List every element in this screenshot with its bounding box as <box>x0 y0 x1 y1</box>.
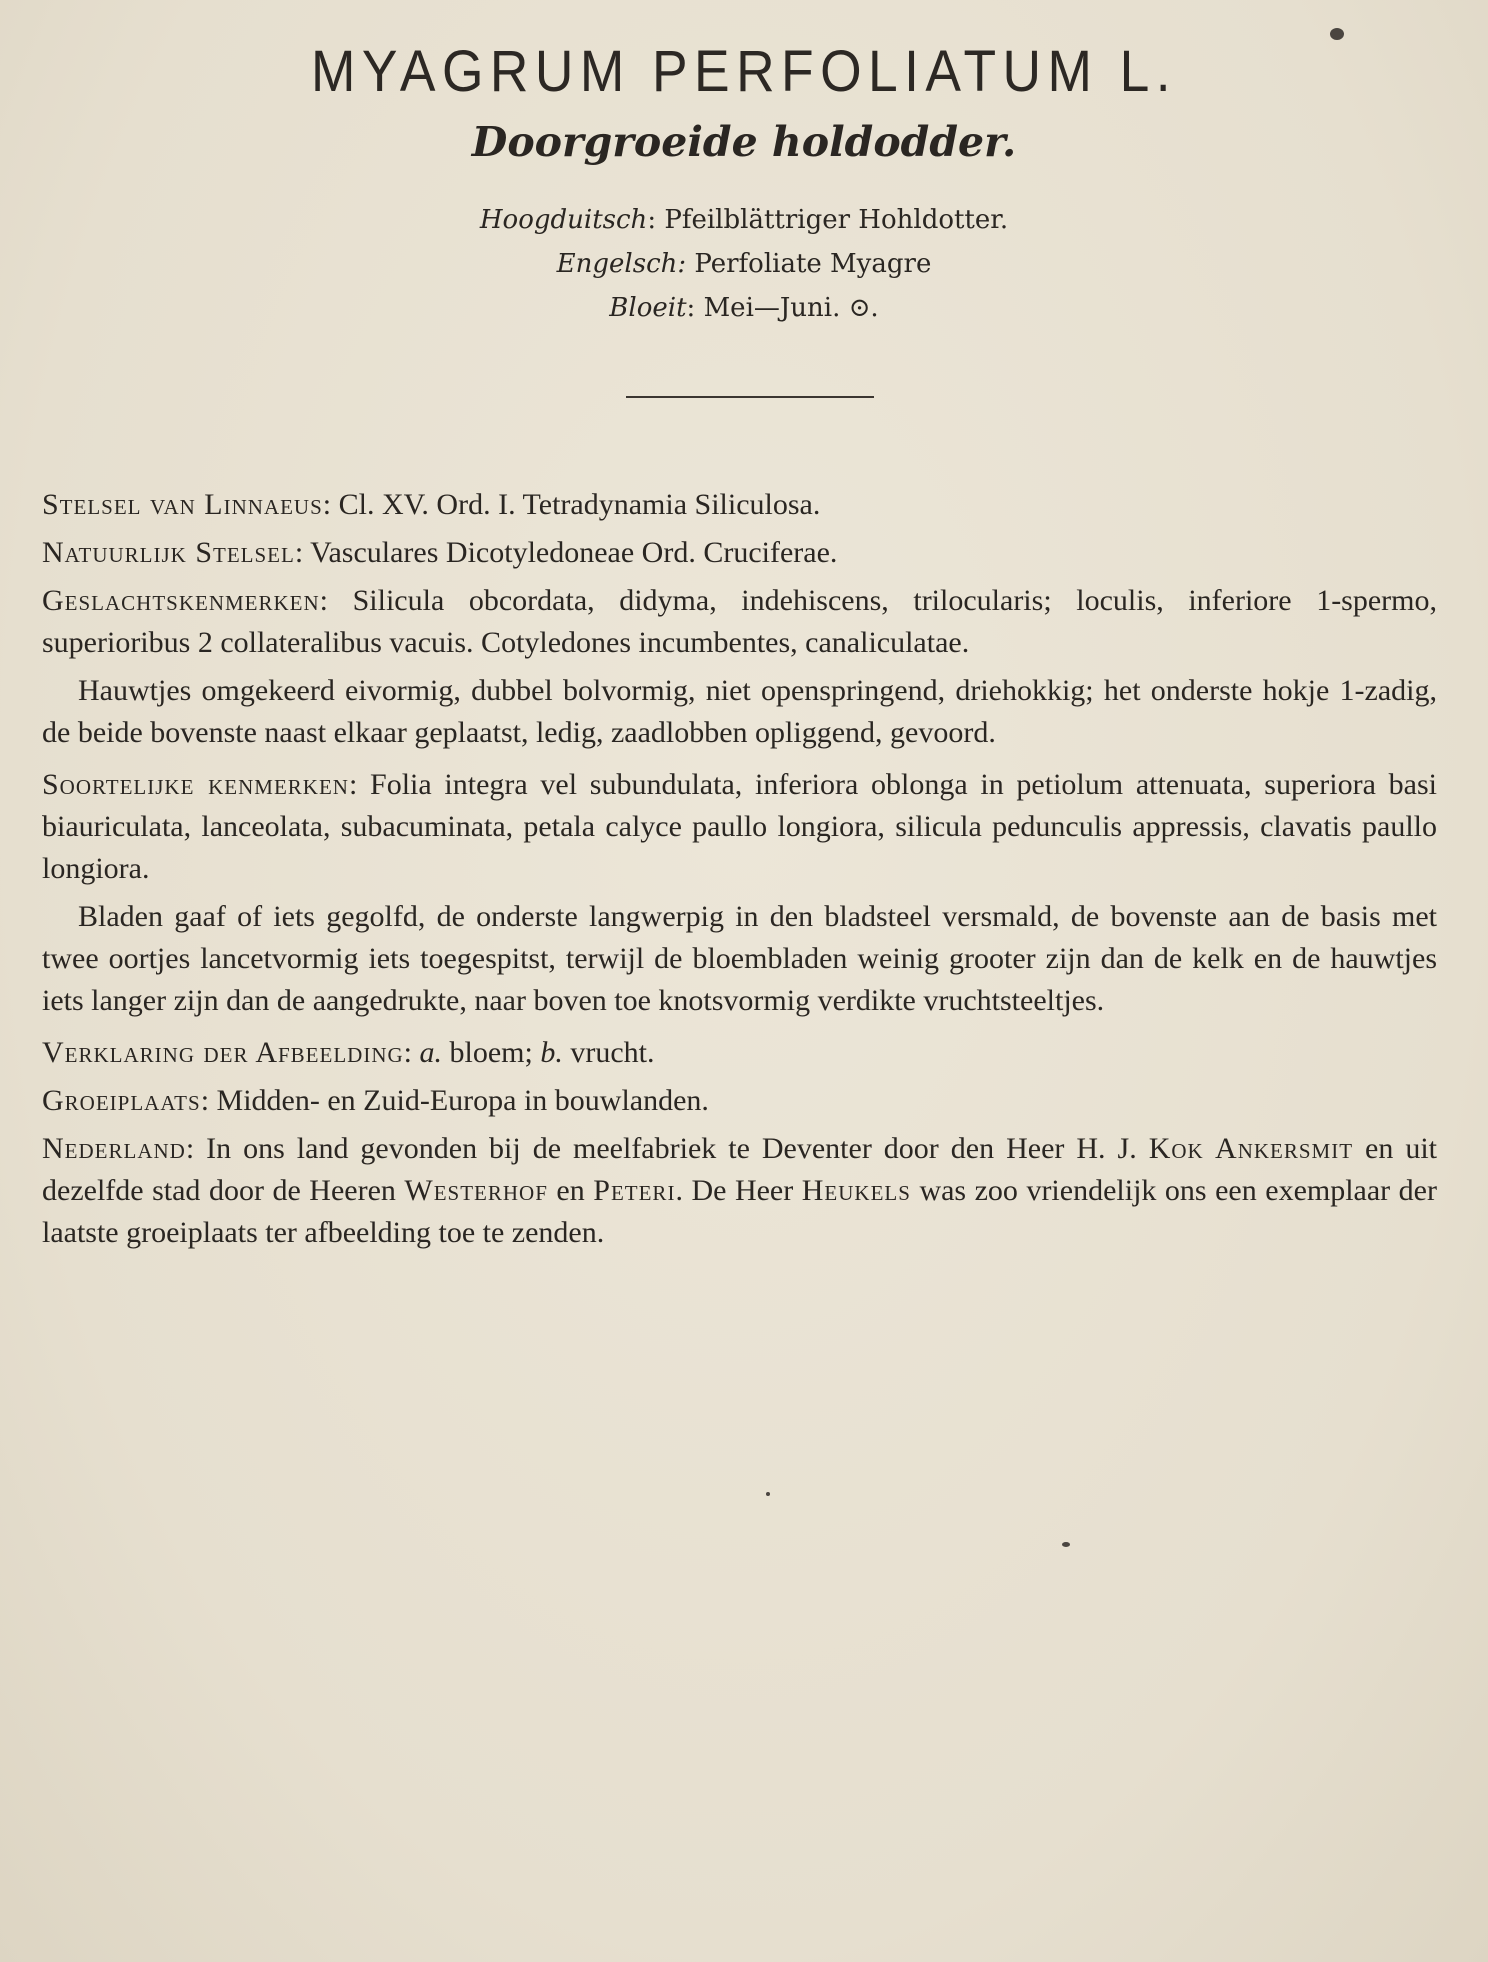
section-text: In ons land gevonden bij de meelfabriek te Deventer door den Heer H. J. <box>206 1132 1137 1165</box>
section-text: . De Heer <box>675 1174 794 1207</box>
section-label: Groeiplaats <box>42 1084 201 1117</box>
section-text: en uit dezelfde stad door de Heeren <box>42 1132 1438 1207</box>
description-body <box>42 484 1437 1260</box>
ink-speck <box>1330 28 1344 40</box>
name-german: Hoogduitsch: Pfeilblättriger Hohldotter. <box>479 205 1009 235</box>
name-english <box>0 242 1488 286</box>
section-label: Stelsel van Linnaeus <box>42 488 323 521</box>
section-label: Nederland <box>42 1132 186 1165</box>
figure-text-a: bloem; <box>449 1036 533 1069</box>
section-habitat: Groeiplaats: Midden- en Zuid-Europa in bouwlanden. <box>42 1084 709 1117</box>
name-flowering: Bloeit: Mei—Juni. ⊙. <box>609 293 879 323</box>
section-genus-dutch: Hauwtjes omgekeerd eivormig, dubbel bolvormig, niet openspringend, driehokkig; het onderste hokje 1-zadig, de beide bovenste naast elkaar geplaatst, ledig, zaadlobben opliggend, gevoord. <box>42 674 1437 749</box>
section-text: Midden- en Zuid-Europa in bouwlanden. <box>216 1084 709 1117</box>
section-label: Geslachtskenmerken <box>42 584 320 617</box>
name-label: Engelsch: <box>556 249 687 279</box>
section-text: en <box>556 1174 585 1207</box>
section-text: Vasculares Dicotyledoneae Ord. Cruciferae. <box>310 536 838 569</box>
figure-text-b: vrucht. <box>570 1036 655 1069</box>
section-netherlands: Nederland: In ons land gevonden bij de meelfabriek te Deventer door den Heer H. J. Kok Ankersmit en uit dezelfde stad door de Heeren Westerhof en Peteri. De Heer Heukels was zoo vriendelijk ons een exemplaar der laatste groeiplaats ter afbeelding toe te zenden. <box>42 1132 1438 1249</box>
person-name: Kok Ankersmit <box>1148 1132 1354 1165</box>
section-text: was zoo vriendelijk ons een exemplaar der laatste groeiplaats ter afbeelding toe te zenden. <box>42 1174 1437 1249</box>
section-species-dutch: Bladen gaaf of iets gegolfd, de onderste langwerpig in den bladsteel versmald, de bovenste aan de basis met twee oortjes lancetvormig iets toegespitst, terwijl de bloembladen weinig grooter zijn dan de kelk en de hauwtjes iets langer zijn dan de aangedrukte, naar boven toe knotsvormig verdikte vruchtsteeltjes. <box>42 900 1437 1017</box>
ink-speck <box>1062 1542 1070 1547</box>
section-genus-latin: Geslachtskenmerken: Silicula obcordata, didyma, indehiscens, trilocularis; loculis, inferiore 1-spermo, superioribus 2 collateralibus vacuis. Cotyledones incumbentes, canaliculatae. <box>42 584 1437 659</box>
name-value: Mei—Juni. ⊙. <box>703 293 879 323</box>
section-text: Folia integra vel subundulata, inferiora oblonga in petiolum attenuata, superiora basi biauriculata, lanceolata, subacuminata, petala calyce paullo longiora, silicula pedunculis appressis, clavatis paullo longiora. <box>42 768 1437 885</box>
horizontal-rule <box>626 396 874 398</box>
section-label: Natuurlijk Stelsel <box>42 536 295 569</box>
section-natural-system: Natuurlijk Stelsel: Vasculares Dicotyledoneae Ord. Cruciferae. <box>42 536 838 569</box>
name-value: Pfeilblättriger Hohldotter. <box>664 205 1009 235</box>
dutch-common-name: Doorgroeide holdodder. <box>471 118 1017 166</box>
name-value: Perfoliate Myagre <box>694 249 932 279</box>
section-label: Soortelijke kenmerken <box>42 768 349 801</box>
name-label: Bloeit <box>609 293 687 323</box>
page-title: MYAGRUM PERFOLIATUM L. <box>310 39 1178 104</box>
section-figure: Verklaring der Afbeelding: a. bloem; b. vrucht. <box>42 1036 655 1069</box>
figure-key-b: b. <box>540 1036 563 1069</box>
section-species-latin: Soortelijke kenmerken: Folia integra vel subundulata, inferiora oblonga in petiolum attenuata, superiora basi biauriculata, lanceolata, subacuminata, petala calyce paullo longiora, silicula pedunculis appressis, clavatis paullo longiora. <box>42 768 1437 885</box>
person-name: Peteri <box>593 1174 676 1207</box>
section-text: Cl. XV. Ord. I. Tetradynamia Siliculosa. <box>338 488 821 521</box>
name-label: Hoogduitsch <box>479 205 648 235</box>
section-text: Silicula obcordata, didyma, indehiscens, trilocularis; loculis, inferiore 1-spermo, superioribus 2 collateralibus vacuis. Cotyledones incumbentes, canaliculatae. <box>42 584 1437 659</box>
section-label: Verklaring der Afbeelding <box>42 1036 404 1069</box>
person-name: Westerhof <box>404 1174 548 1207</box>
person-name: Heukels <box>801 1174 911 1207</box>
section-linnaeus: Stelsel van Linnaeus: Cl. XV. Ord. I. Tetradynamia Siliculosa. <box>42 488 821 521</box>
vernacular-names <box>0 198 1488 330</box>
ink-speck <box>766 1492 770 1496</box>
figure-key-a: a. <box>419 1036 443 1069</box>
